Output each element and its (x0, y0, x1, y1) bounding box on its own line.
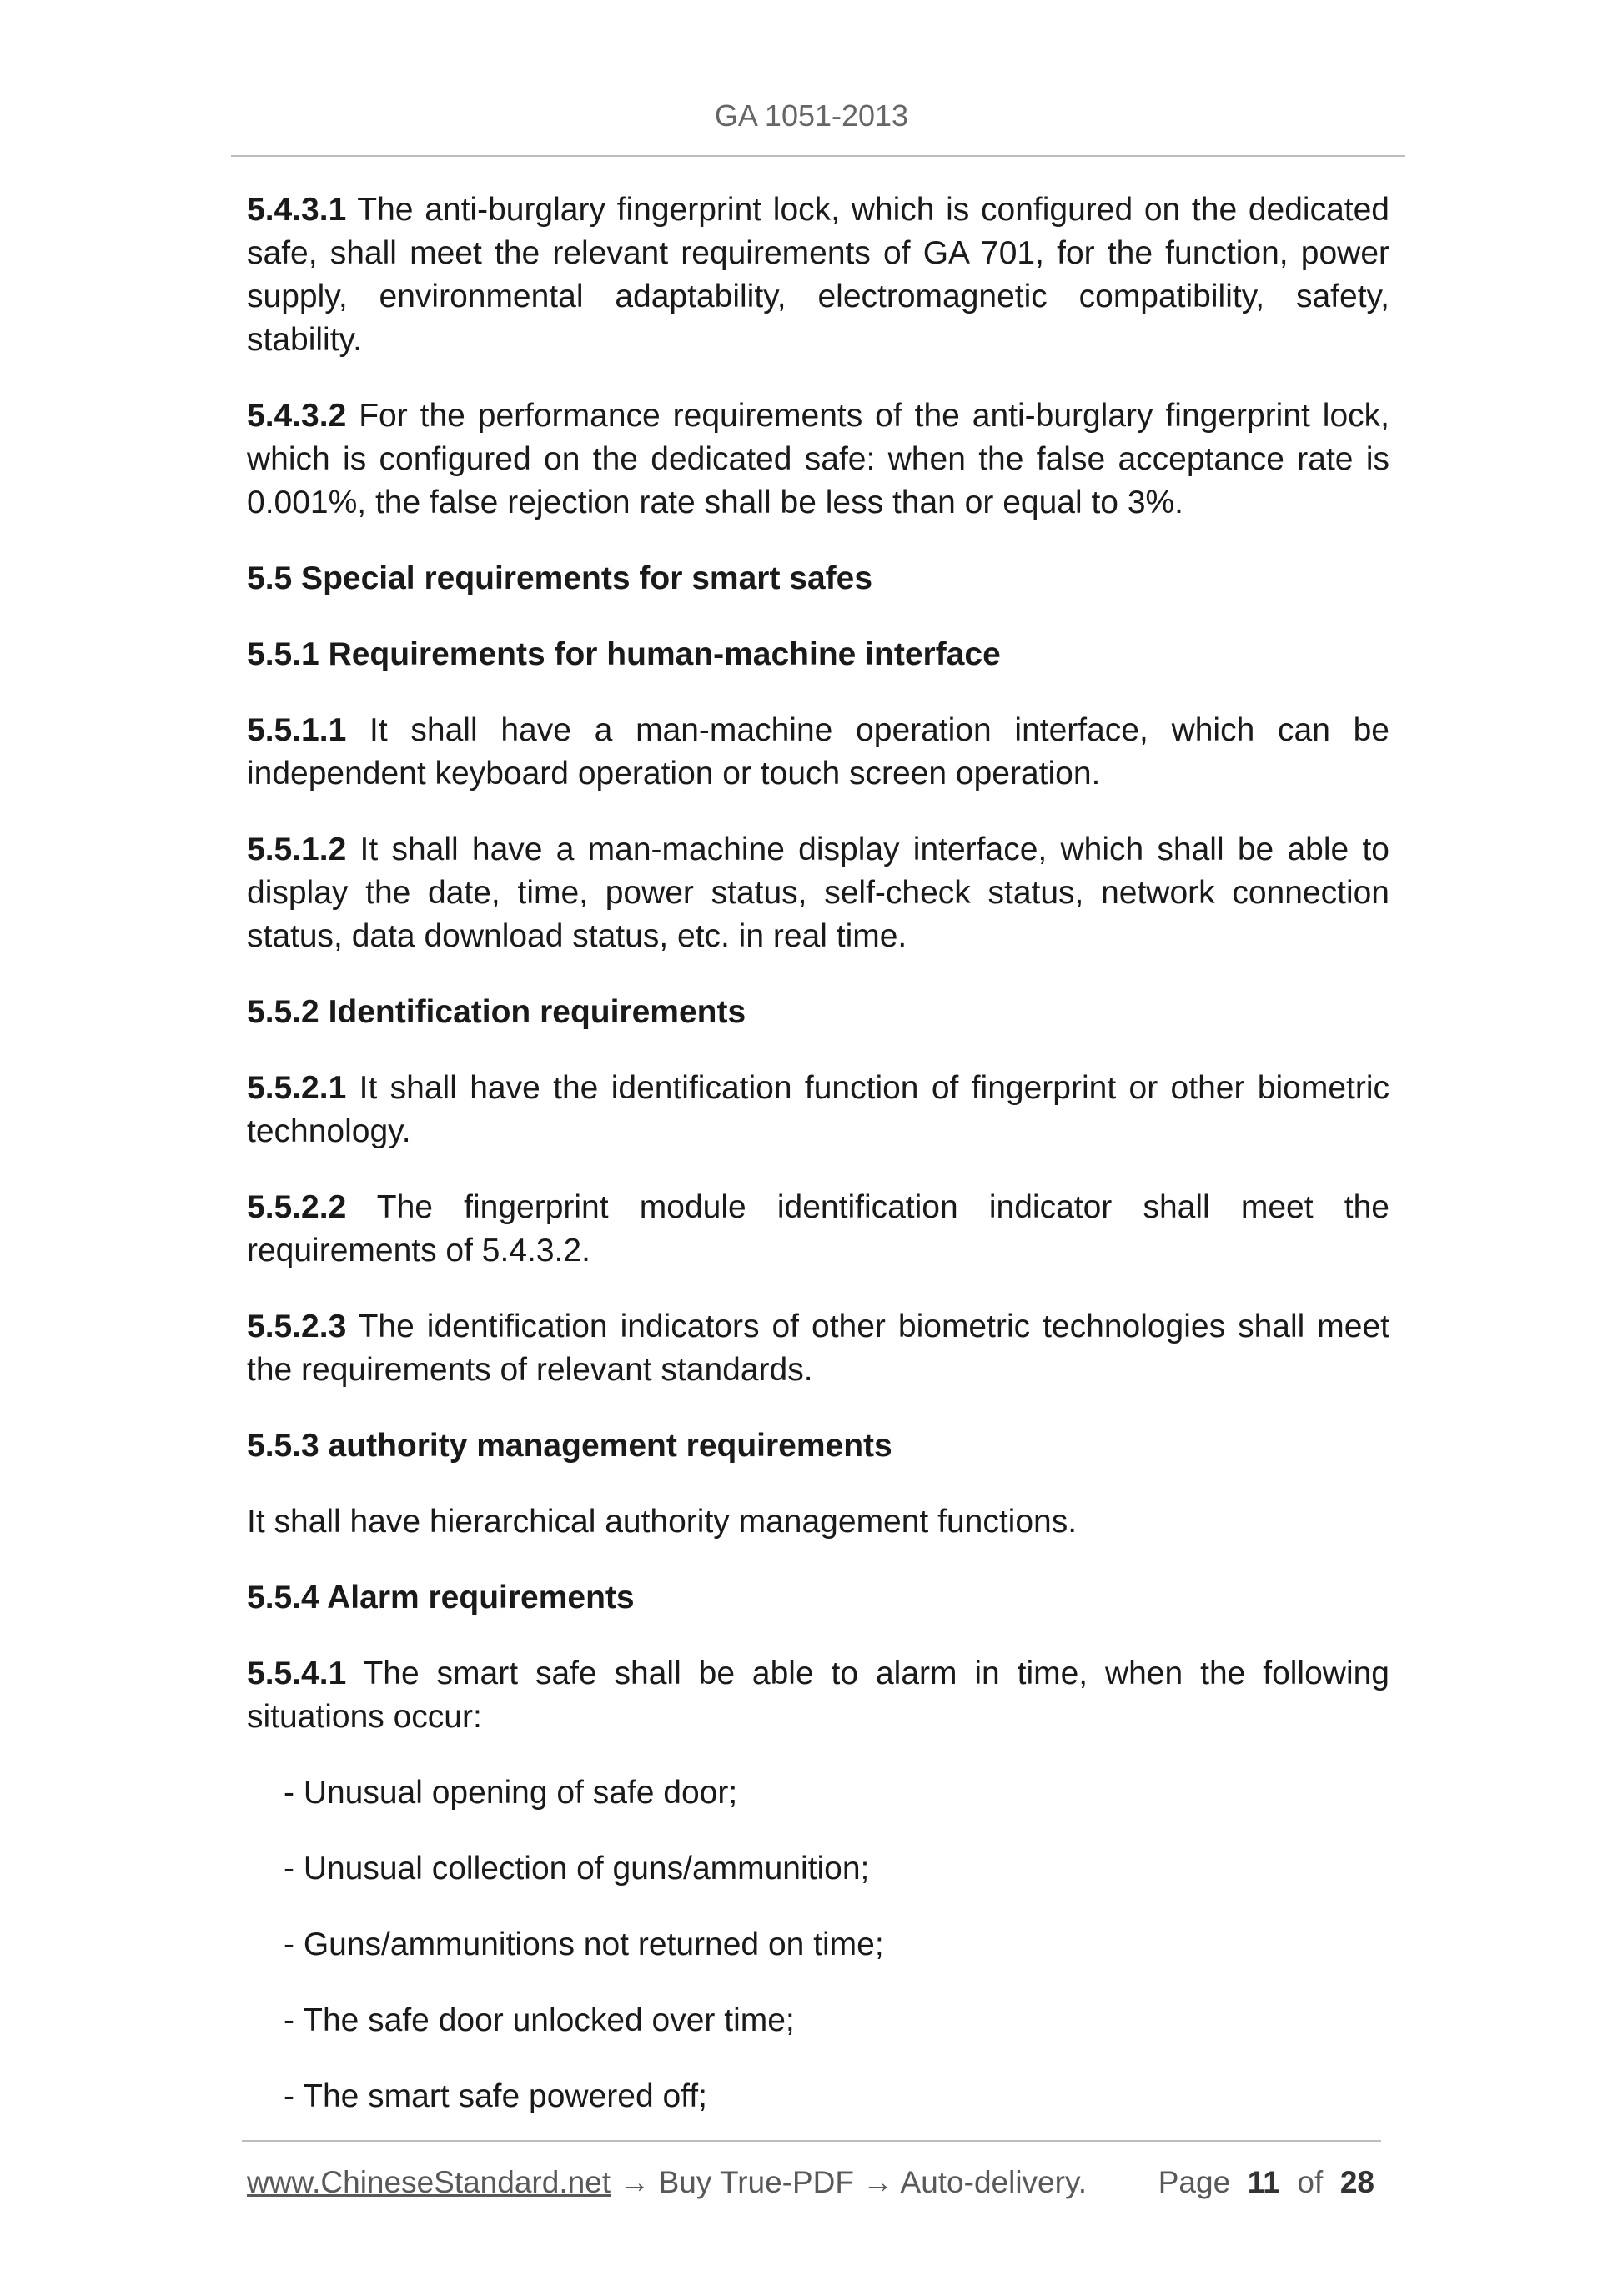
clause-text: The anti-burglary fingerprint lock, which is configured on the dedicated safe, shall meet the relevant requirements of GA 701, for the function, power supply, environmental adaptability, electromagnetic compatibility, safety, stability. (247, 192, 1389, 358)
authority-management-text: It shall have hierarchical authority management functions. (247, 1504, 1078, 1540)
list-item: - The smart safe powered off; (284, 2078, 707, 2114)
clause-5-4-3-1 (247, 188, 1389, 362)
section-heading-5-5-1: 5.5.1 Requirements for human-machine interface (247, 636, 1001, 672)
clause-5-4-3-2 (247, 394, 1389, 525)
clause-number: 5.4.3.1 (247, 192, 347, 228)
section-heading-5-5-2: 5.5.2 Identification requirements (247, 994, 746, 1030)
document-body (247, 188, 1389, 2151)
list-item: - Unusual opening of safe door; (284, 1775, 738, 1811)
list-item: - Unusual collection of guns/ammunition; (284, 1851, 870, 1887)
clause-5-5-2-3 (247, 1305, 1389, 1392)
clause-text: For the performance requirements of the anti-burglary fingerprint lock, which is configured on the dedicated safe: when the false acceptance rate is 0.001%, the false rejection rate shall be less than or equal to 3%. (247, 398, 1389, 520)
clause-number: 5.5.2.3 (247, 1309, 347, 1344)
clause-5-5-2-2 (247, 1186, 1389, 1273)
clause-5-5-4-1 (247, 1652, 1389, 1739)
purchase-promo-text: → Buy True-PDF → Auto-delivery. (611, 2165, 1087, 2199)
clause-text: It shall have a man-machine operation interface, which can be independent keyboard operation or touch screen operation. (247, 712, 1389, 791)
section-heading-5-5-4: 5.5.4 Alarm requirements (247, 1580, 635, 1615)
clause-number: 5.5.1.1 (247, 712, 347, 748)
footer-divider (242, 2140, 1381, 2142)
clause-text: It shall have the identification function of fingerprint or other biometric technology. (247, 1070, 1389, 1149)
list-item: - Guns/ammunitions not returned on time; (284, 1927, 884, 1962)
clause-5-5-1-2 (247, 828, 1389, 958)
of-label: of (1297, 2165, 1324, 2199)
page-label: Page (1158, 2165, 1231, 2199)
website-link[interactable]: www.ChineseStandard.net (247, 2165, 611, 2199)
clause-5-5-1-1 (247, 709, 1389, 796)
clause-text: The fingerprint module identification indicator shall meet the requirements of 5.4.3.2. (247, 1189, 1389, 1269)
section-heading-5-5-3: 5.5.3 authority management requirements (247, 1428, 892, 1464)
total-pages-number: 28 (1339, 2165, 1374, 2199)
current-page-number: 11 (1247, 2165, 1280, 2199)
clause-text: It shall have a man-machine display interface, which shall be able to display the date, time, power status, self-check status, network connection status, data download status, etc. in real time. (247, 831, 1389, 954)
clause-number: 5.5.2.1 (247, 1070, 347, 1106)
list-item: - The safe door unlocked over time; (284, 2002, 795, 2038)
clause-5-5-2-1 (247, 1067, 1389, 1153)
clause-text: The smart safe shall be able to alarm in time, when the following situations occur: (247, 1655, 1389, 1735)
page-footer (247, 2162, 1381, 2203)
page-indicator (1158, 2162, 1374, 2203)
clause-number: 5.4.3.2 (247, 398, 347, 434)
document-code-header: GA 1051-2013 (714, 98, 909, 133)
clause-text: The identification indicators of other biometric technologies shall meet the requirements of relevant standards. (247, 1309, 1389, 1388)
clause-number: 5.5.2.2 (247, 1189, 347, 1225)
section-heading-5-5: 5.5 Special requirements for smart safes (247, 560, 873, 596)
clause-number: 5.5.1.2 (247, 831, 347, 867)
clause-number: 5.5.4.1 (247, 1655, 347, 1691)
header-divider (231, 155, 1405, 157)
